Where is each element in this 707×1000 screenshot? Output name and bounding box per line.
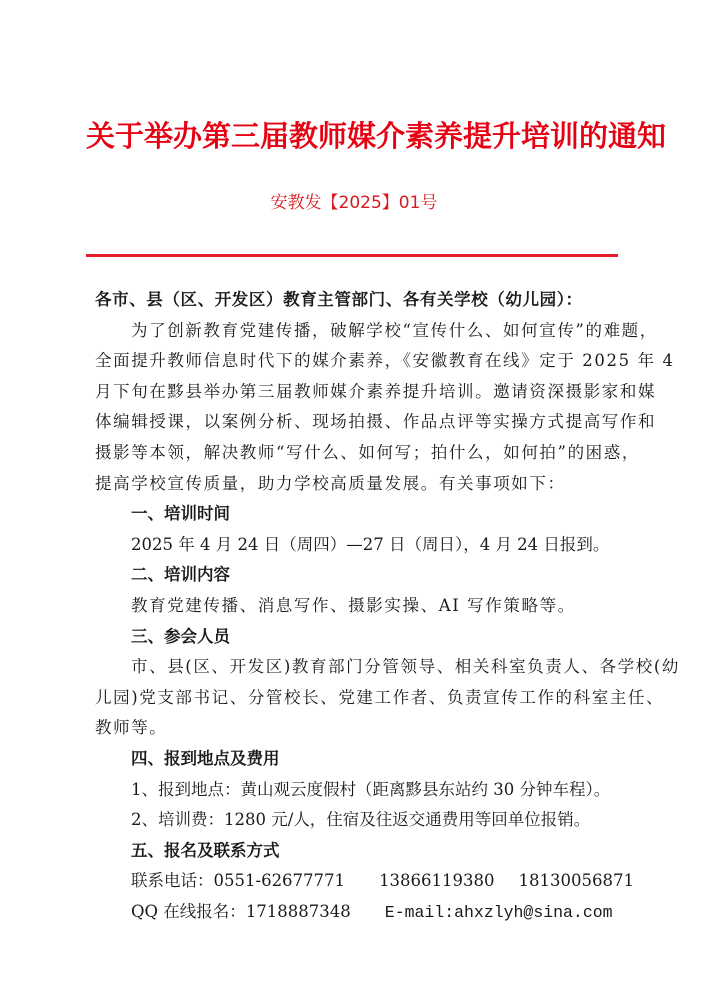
qq-number: 1718887348 [245,901,351,921]
section-training-content [95,560,625,621]
intro-line: 体编辑授课，以案例分析、现场拍摄、作品点评等实操方式提高写作和 [95,412,657,432]
phone-label: 联系电话： [131,871,214,891]
phone-number: 13866119380 [379,871,495,891]
section-training-time [95,499,625,560]
salutation: 各市、县（区、开发区）教育主管部门、各有关学校（幼儿园）： [95,290,583,309]
section-line: 儿园)党支部书记、分管校长、党建工作者、负责宣传工作的科室主任、 [95,687,665,707]
phone-number: 0551-62677771 [213,871,346,891]
section-heading: 五、报名及联系方式 [131,840,280,860]
document-number: 安教发【2025】01号 [270,193,438,213]
section-registration-contact [95,836,635,928]
section-heading: 四、报到地点及费用 [131,748,280,768]
section-line: 2、培训费：1280 元/人，住宿及往返交通费用等回单位报销。 [131,810,591,830]
section-line: 市、县(区、开发区)教育部门分管领导、相关科室负责人、各学校(幼 [131,657,681,677]
intro-line: 全面提升教师信息时代下的媒介素养，《安徽教育在线》定于 2025 年 4 [95,351,675,371]
email-address: E-mail:ahxzlyh@sina.com [384,902,613,922]
document-title: 关于举办第三届教师媒介素养提升培训的通知 [86,119,667,153]
phone-number: 18130056871 [518,871,635,891]
contact-online [95,897,625,928]
contact-phones [95,866,635,897]
section-line: 2025 年 4 月 24 日（周四）—27 日（周日），4 月 24 日报到。 [131,534,610,554]
section-heading: 一、培训时间 [131,504,230,524]
section-location-fees [95,744,625,836]
section-line: 1、报到地点：黄山观云度假村（距离黟县东站约 30 分钟车程）。 [131,779,611,799]
section-attendees [95,622,681,744]
intro-line: 摄影等本领，解决教师“写什么、如何写；拍什么，如何拍”的困惑， [95,442,640,462]
red-header-rule [86,254,618,257]
intro-line: 为了创新教育党建传播，破解学校“宣传什么、如何宣传”的难题， [131,320,658,340]
qq-label: QQ 在线报名： [131,901,246,921]
intro-line: 提高学校宣传质量，助力学校高质量发展。有关事项如下： [95,473,566,493]
section-heading: 三、参会人员 [131,626,230,646]
section-heading: 二、培训内容 [131,565,230,585]
intro-paragraph [95,316,675,500]
document-body [95,285,681,927]
intro-line: 月下旬在黟县举办第三届教师媒介素养提升培训。邀请资深摄影家和媒 [95,381,657,401]
section-line: 教育党建传播、消息写作、摄影实操、AI 写作策略等。 [131,595,576,615]
section-line: 教师等。 [95,718,168,738]
